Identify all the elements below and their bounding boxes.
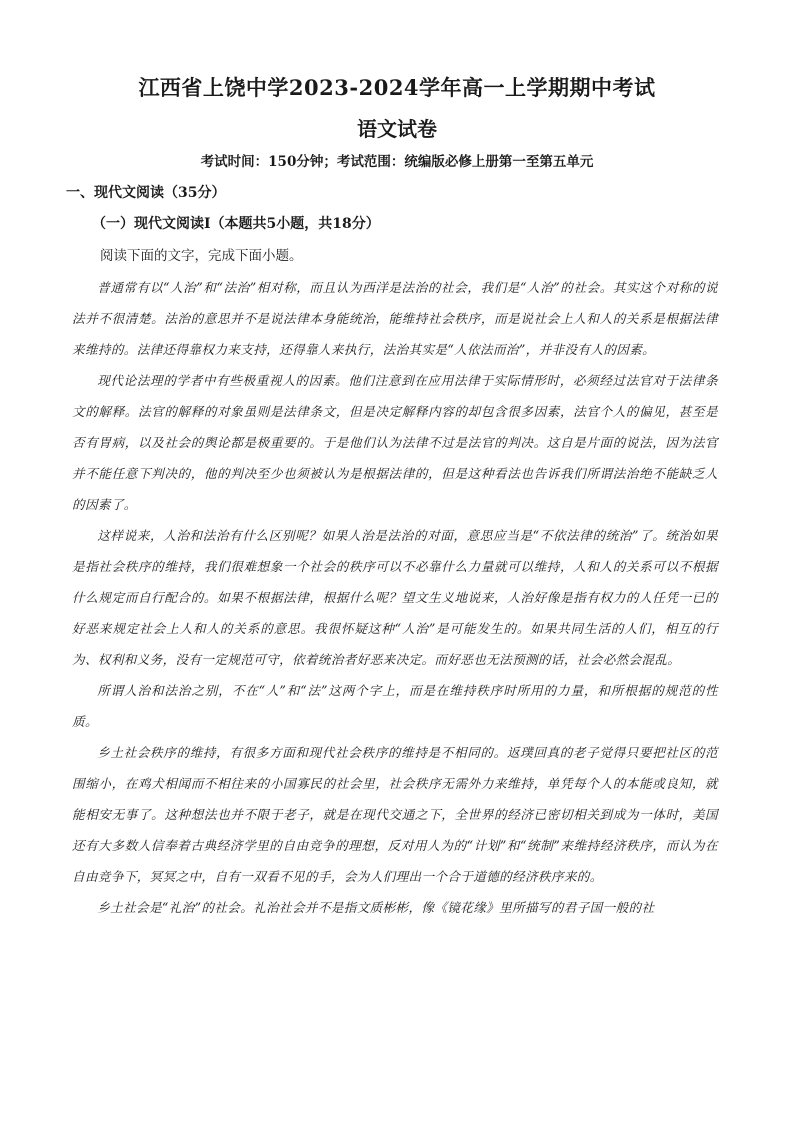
passage-paragraph: 现代论法理的学者中有些极重视人的因素。他们注意到在应用法律于实际情形时，必须经过法官对于法律条文的解释。法官的解释的对象虽则是法律条文，但是决定解释内容的却包含很多因素，法官个人的偏见，甚至是否有胃病，以及社会的舆论都是极重要的。于是他们认为法律不过是法官的判决。这自是片面的说法，因为法官并不能任意下判决的，他的判决至少也须被认为是根据法律的，但是这种看法也告诉我们所谓法治绝不能缺乏人的因素了。 [72,373,718,512]
passage-paragraph: 乡土社会秩序的维持，有很多方面和现代社会秩序的维持是不相同的。返璞回真的老子觉得只要把社区的范围缩小，在鸡犬相闻而不相往来的小国寡民的社会里，社会秩序无需外力来维持，单凭每个人的本能或良知，就能相安无事了。这种想法也并不限于老子，就是在现代交通之下，全世界的经济已密切相关到成为一体时，美国还有大多数人信奉着古典经济学里的自由竞争的理想，反对用人为的“计划”和“统制”来维持经济秩序，而认为在自由竞争下，冥冥之中，自有一双看不见的手，会为人们理出一个合于道德的经济秩序来的。 [72,745,718,884]
passage-paragraph: 普通常有以“人治”和“法治”相对称，而且认为西洋是法治的社会，我们是“人治”的社会。其实这个对称的说法并不很清楚。法治的意思并不是说法律本身能统治，能维持社会秩序，而是说社会上人和人的关系是根据法律来维持的。法律还得靠权力来支持，还得靠人来执行，法治其实是“人依法而治”，并非没有人的因素。 [72,280,718,357]
reading-instruction: 阅读下面的文字，完成下面小题。 [100,248,303,264]
exam-subject: 语文试卷 [357,117,437,141]
passage-body [72,272,718,923]
subsection-heading: （一）现代文阅读Ⅰ（本题共5小题，共18分） [92,216,380,232]
exam-title: 江西省上饶中学2023-2024学年高一上学期期中考试 [138,75,656,100]
passage-paragraph: 这样说来，人治和法治有什么区别呢？如果人治是法治的对面，意思应当是“不依法律的统治”了。统治如果是指社会秩序的维持，我们很难想象一个社会的秩序可以不必靠什么力量就可以维持，人和人的关系可以不根据什么规定而自行配合的。如果不根据法律，根据什么呢？望文生义地说来，人治好像是指有权力的人任凭一已的好恶来规定社会上人和人的关系的意思。我很怀疑这种“人治”是可能发生的。如果共同生活的人们，相互的行为、权利和义务，没有一定规范可守，依着统治者好恶来决定。而好恶也无法预测的话，社会必然会混乱。 [72,528,718,667]
passage-paragraph: 乡土社会是“礼治”的社会。礼治社会并不是指文质彬彬，像《镜花缘》里所描写的君子国一般的社 [97,900,655,915]
section-heading: 一、现代文阅读（35分） [66,185,226,201]
exam-info: 考试时间：150分钟；考试范围：统编版必修上册第一至第五单元 [200,154,594,170]
passage-paragraph: 所谓人治和法治之别，不在“人”和“法”这两个字上，而是在维持秩序时所用的力量，和所根据的规范的性质。 [72,683,718,729]
